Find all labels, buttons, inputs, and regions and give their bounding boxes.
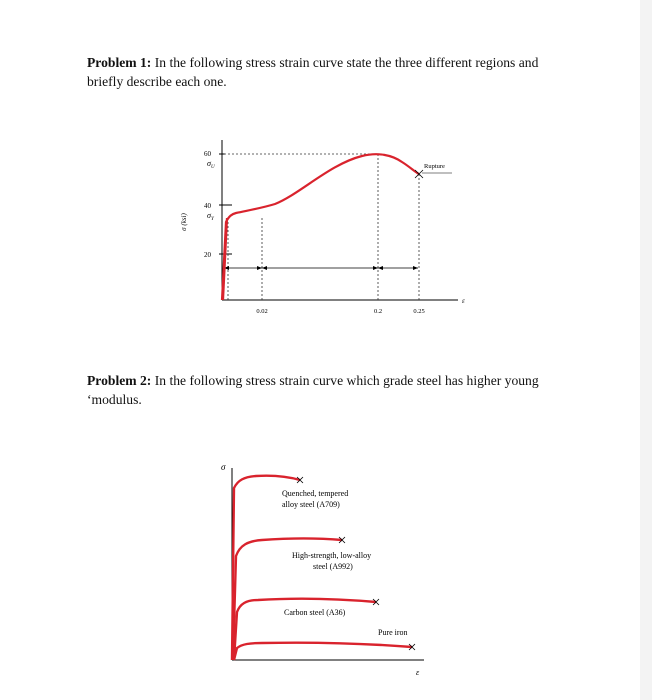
fig1-arrowhead-right — [413, 266, 418, 270]
fig1-arrowhead-2 — [262, 266, 267, 270]
fig2-x-axis-label: ε — [416, 668, 420, 677]
fig1-arrowhead-1 — [257, 266, 262, 270]
stress-strain-figure-2 — [215, 455, 440, 685]
fig1-y-axis-label: σ (ksi) — [180, 213, 188, 231]
problem-1-text: In the following stress strain curve state the three different regions and briefly describe each one. — [87, 55, 539, 89]
problem-2-text: In the following stress strain curve which grade steel has higher young ‘modulus. — [87, 373, 539, 407]
problem-2-label: Problem 2: — [87, 373, 152, 388]
stress-strain-figure-1 — [170, 138, 470, 323]
page-edge — [640, 0, 652, 700]
fig1-x-tick-002: 0.02 — [256, 308, 268, 315]
fig2-label-a36: Carbon steel (A36) — [284, 608, 346, 617]
fig2-label-pure-iron: Pure iron — [378, 628, 408, 637]
fig1-x-tick-025: 0.25 — [413, 308, 425, 315]
fig1-y-tick-20: 20 — [204, 251, 211, 259]
fig2-label-a992-line1: High-strength, low-alloy — [292, 551, 372, 560]
fig2-y-axis-label: σ — [221, 462, 226, 472]
fig2-label-a992-line2: steel (A992) — [313, 562, 353, 571]
fig1-x-axis-label: ε — [462, 297, 465, 305]
fig1-x-tick-02: 0.2 — [373, 308, 383, 315]
fig1-stress-curve — [222, 154, 419, 300]
fig1-y-tick-60: 60 — [204, 150, 211, 158]
fig2-curve-pure-iron — [234, 643, 412, 660]
fig1-arrowhead-3 — [373, 266, 378, 270]
problem-1 — [87, 53, 577, 91]
fig1-rupture-label: Rupture — [424, 163, 445, 170]
fig2-label-a709-line2: alloy steel (A709) — [282, 500, 340, 509]
fig1-sigma-y: $\sigma_Y$ — [207, 211, 214, 222]
problem-2 — [87, 371, 577, 409]
fig1-sigma-u: $\sigma_U$ — [207, 159, 215, 170]
fig1-y-tick-40: 40 — [204, 202, 211, 210]
problem-1-label: Problem 1: — [87, 55, 152, 70]
fig2-label-a709-line1: Quenched, tempered — [282, 489, 349, 498]
fig1-arrowhead-4 — [378, 266, 383, 270]
